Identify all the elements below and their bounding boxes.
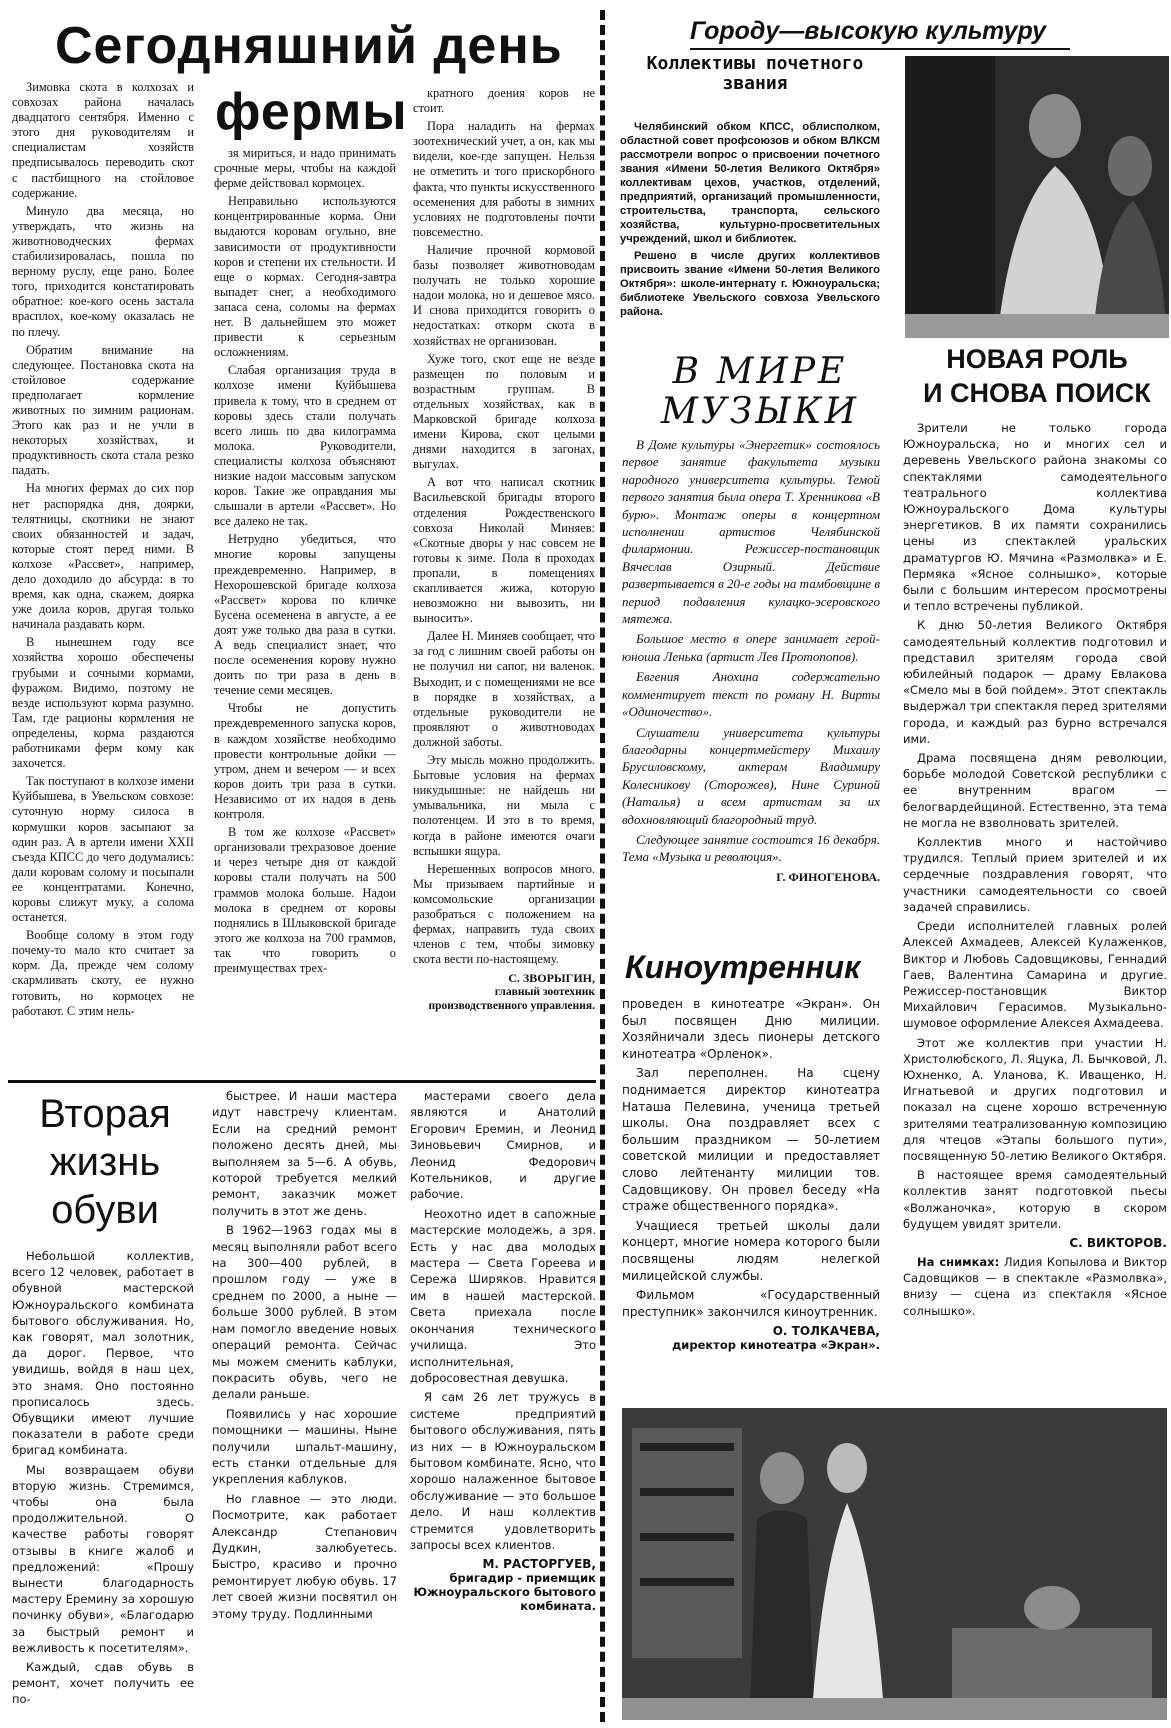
signature: Г. ФИНОГЕНОВА.	[776, 869, 880, 884]
caption-label: На снимках:	[917, 1254, 1000, 1269]
signature-role: бригадир - приемщик Южноуральского бытового комбината.	[413, 1571, 596, 1614]
paragraph: Зал переполнен. На сцену поднимается директор кинотеатра Наташа Пелевина, ученица третьей школы. Она поздравляет всех с большим праздником — 50-летием советской милиции и предоставляет слово лейтенанту милиции тов. Садовщикову. Он провел беседу «На страже общественного порядка».	[622, 1066, 880, 1214]
column-divider	[600, 10, 605, 1722]
paragraph: Я сам 26 лет тружусь в системе предприятий бытового обслуживания, пять из них — в Южноуральском бытовом комбинате. Ясно, что хорошо налаженное бытовое обслуживание — это большое дело. И наш коллектив стремится удовлетворить запросы всех клиентов.	[410, 1390, 596, 1552]
paragraph: Появились у нас хорошие помощники — машины. Ныне получили шпальт-машину, есть станки отдельные для укрепления каблуков.	[212, 1406, 397, 1487]
paragraph: Зимовка скота в колхозах и совхозах района началась двадцатого сентября. Именно с этого дня руководителям и специалистам хозяйств предписывалось переводить скот с пастбищного на стойловое содержание.	[12, 80, 194, 200]
caption-text: Лидия Копылова и Виктор Садовщиков — в спектакле «Размолвка», внизу — сцена из спектакля «Ясное солнышко».	[903, 1254, 1167, 1318]
title-line: И СНОВА ПОИСК	[923, 378, 1151, 408]
paragraph: кратного доения коров не стоит.	[413, 86, 595, 116]
signature	[622, 1324, 880, 1352]
paragraph: Мы возвращаем обуви вторую жизнь. Стремимся, чтобы она была продолжительной. О качестве работы говорят отзывы в книге жалоб и предложений: «Прошу вынести благодарность мастеру Еремину за хорошую починку обуви», «Благодарю за быстрый ремонт и вежливость к посетителям».	[12, 1462, 194, 1655]
section-divider	[8, 1080, 596, 1083]
photo-spectacle-yasnoe-solnyshko	[622, 1408, 1167, 1720]
photo-spectacle-razmolvka	[905, 56, 1169, 338]
paragraph: Коллектив много и настойчиво трудился. Теплый прием зрителей и их сердечные поздравления говорят, что участники самодеятельности со своей задачей справились.	[903, 835, 1167, 914]
title-line: В МИРЕ	[672, 352, 848, 392]
section-kicker: Городу—высокую культуру	[690, 14, 1070, 50]
article-column-3	[410, 1088, 596, 1722]
title-line: МУЗЫКИ	[661, 391, 859, 432]
article-column-1	[12, 1248, 194, 1722]
signature-name: С. ЗВОРЫГИН,	[508, 971, 595, 986]
paragraph: Фильмом «Государственный преступник» закончился киноутренник.	[622, 1288, 880, 1319]
paragraph: Среди исполнителей главных ролей Алексей Ахмадеев, Алексей Кулаженков, Виктор и Любовь Садовщиковы, Геннадий Гаев, Валентина Самарина и другие. Режиссер-постановщик Виктор Михайлович Герасимов. Музыкально-шумовое оформление Алексея Ахмадеева.	[903, 919, 1167, 1031]
paragraph: В настоящее время самодеятельный коллектив занят подготовкой пьесы «Волжаночка», которую в скором будущем увидят зрители.	[903, 1168, 1167, 1231]
paragraph: Драма посвящена дням революции, борьбе молодой Советской республики с ее внутренним врагом — белогвардейщиной. Естественно, эта тема не могла не взволновать зрителей.	[903, 751, 1167, 830]
signature-name: М. РАСТОРГУЕВ,	[482, 1557, 596, 1572]
paragraph: Хуже того, скот еще не везде размещен по половым и возрастным группам. В отдельных хозяйствах, как в Марковской бригаде колхоза имени Кирова, скот целыми днями находится в загонах, выгулах.	[413, 351, 595, 472]
paragraph: Нерешенных вопросов много. Мы призываем партийные и комсомольские организации разобраться с положением на фермах, направить туда своих членов с тем, чтобы зимовку скота вести по-настоящему.	[413, 861, 595, 967]
article-title-line2: фермы	[215, 83, 408, 141]
article-title	[20, 1090, 190, 1240]
article-title	[650, 352, 870, 436]
photo-caption	[903, 1254, 1167, 1319]
paragraph: Эту мысль можно продолжить. Бытовые условия на фермах никудышные: не найдешь ни умывальника, ни мыла с полотенцем. И это в то время, когда в районе имеются очаги вспышки ящура.	[413, 753, 595, 858]
paragraph: В том же колхозе «Рассвет» организовали трехразовое доение и через четыре дня от каждой коровы стали получать на 500 граммов молока больше. Надои молока в среднем от коровы поднялись в Шлыковской бригаде этого же колхоза на 700 граммов, так что говорить о преимуществах трех-	[214, 825, 396, 975]
article-column-1	[12, 80, 194, 1075]
signature	[410, 1557, 596, 1613]
paragraph: Наличие прочной кормовой базы позволяет животноводам получать не только хорошие надои молока, но и дешевое мясо. И снова приходится говорить о недостатках: откорм скота в хозяйствах не организован.	[413, 242, 595, 348]
paragraph: зя мириться, и надо принимать срочные меры, чтобы на каждой ферме действовал кормоцех.	[214, 146, 396, 191]
photo-image	[905, 56, 1169, 338]
paragraph: Так поступают в колхозе имени Куйбышева, в Увельском совхозе: суточную норму силоса в кормушки коров засыпают за один раз. А в артели имени XXII съезда КПСС до чего додумались: дали коровам солому и посыпали ее концентратами. Конечно, коровы слижут муку, а солома останется.	[12, 774, 194, 925]
paragraph: Этот же коллектив при участии Н. Христолюбского, Л. Яцука, Л. Бычковой, Л. Юхненко, А. Уланова, К. Иващенко, Н. Игнатьевой и других подготовил и показал на сцене хорошо встреченную зрителями театрализованную композицию для чтецов «Этапы большого пути», посвященную 50-летию Великого Октября.	[903, 1035, 1167, 1163]
signature	[413, 971, 595, 1013]
paragraph: Но главное — это люди. Посмотрите, как работает Александр Степанович Дудкин, залюбуетесь. Быстро, красиво и прочно ремонтирует любую обувь. 17 лет своей жизни посвятил он этому труду. Подлинными	[212, 1491, 397, 1621]
paragraph: А вот что написал скотник Васильевской бригады второго отделения Рождественского совхоза Николай Миняев: «Скотные дворы у нас совсем не готовы к зиме. Пола в проходах пропали, в помещениях скапливается жижа, которую невозможно ни вывозить, ни выносить».	[413, 475, 595, 626]
article-body	[622, 996, 880, 1382]
paragraph: Следующее занятие состоится 16 декабря. Тема «Музыка и революция».	[622, 831, 880, 865]
article-title	[905, 342, 1169, 414]
signature-role: директор кинотеатра «Экран».	[672, 1338, 880, 1353]
paragraph: Зрители не только города Южноуральска, но и многих сел и деревень Увельского района знакомы со спектаклями самодеятельного театрального коллектива Южноуральского Дома культуры энергетиков. В их памяти сохранились цены из спектаклей уральских драматургов Ю. Мячина «Размолвка» и Е. Пермяка «Ясное солнышко», которые были с большим интересом просмотрены и тепло встречены публикой.	[903, 421, 1167, 614]
paragraph: На многих фермах до сих пор нет распорядка дня, доярки, телятницы, скотники не знают своих обязанностей и задач, которые стоят перед ними. В колхозе «Рассвет», например, дело доходило до абсурда: в то время, как одна, скажем, доярка уже доила коров, другая только начинала раздавать корм.	[12, 481, 194, 632]
paragraph: В 1962—1963 годах мы в месяц выполняли работ всего на 300—400 рублей, в прошлом году — уже в среднем по 2000, а ныне — больше 3000 рублей. В этом нам помогло введение новых операций ремонта. Сейчас мы можем сменить каблуки, покрасить обувь, чего не делали раньше.	[212, 1223, 397, 1402]
paragraph: быстрее. И наши мастера идут навстречу клиентам. Если на средний ремонт положено десять дней, мы выполняем за 5—6. А обувь, которой требуется мелкий ремонт, заказчик может получить в этот же день.	[212, 1089, 397, 1218]
title-line: жизнь	[49, 1140, 161, 1184]
paragraph: Решено в числе других коллективов присвоить звание «Имени 50-летия Великого Октября»: школе-интернату г. Южноуральска; библиотеке Увельского совхоза Увельского района.	[620, 250, 880, 318]
paragraph: Вообще солому в этом году почему-то мало кто считает за корм. Да, прежде чем солому скармливать скоту, ее нужно готовить, но кормоцех не работают. С этим нель-	[12, 928, 194, 1018]
paragraph: Небольшой коллектив, всего 12 человек, работает в обувной мастерской Южноуральского комбината бытового обслуживания. Но, как говорят, мал золотник, да дорог. Первое, что увидишь, войдя в наш цех, это знамя. Оно постоянно прописалось здесь. Обувщики имеют лучшие показатели в работе среди бригад комбината.	[12, 1249, 194, 1458]
paragraph: Пора наладить на фермах зоотехнический учет, а он, как мы видели, кое-где запущен. Нельзя не отметить и того прискорбного факта, что пункты искусственного осеменения для работы в зимних условиях не подготовлены почти повсеместно.	[413, 119, 595, 239]
signature-role: главный зоотехник производственного управления.	[428, 986, 595, 1013]
paragraph: проведен в кинотеатре «Экран». Он был посвящен Дню милиции. Хозяйничали здесь пионеры детского кинотеатра «Орленок».	[622, 997, 880, 1061]
article-body	[622, 436, 880, 906]
paragraph: В Доме культуры «Энергетик» состоялось первое занятие факультета музыки народного университета культуры. Темой первого занятия была опера Т. Хренникова «В бурю». Монтаж оперы в концертном исполнении артистов Челябинской филармонии. Режиссер-постановщик Вячеслав Озирный. Действие развертывается в 20-е годы на тамбовщине в период подавления кулацко-эсеровского мятежа.	[622, 437, 880, 627]
paragraph: Евгения Анохина содержательно комментирует текст по роману Н. Вирты «Одиночество».	[622, 669, 880, 720]
paragraph: Нетрудно убедиться, что многие коровы запущены преждевременно. Например, в Нехорошевской бригаде колхоза «Рассвет» корова по кличке Бусена осеменена в августе, а ее доят уже только два раза в сутки. А ведь специалист знает, что после осеменения корову нужно доить по три раза в день в течение семи месяцев.	[214, 532, 396, 698]
title-line: Вторая	[39, 1092, 171, 1136]
signature: С. ВИКТОРОВ.	[1069, 1235, 1167, 1250]
paragraph: В нынешнем году все хозяйства хорошо обеспечены грубыми и сочными кормами, фуражом. Видимо, поэтому не везде используют корма разумно. Там, где рационы кормления не определены, корма раздаются работниками ферм кому как захочется.	[12, 635, 194, 771]
title-line: обуви	[51, 1188, 159, 1232]
paragraph: Большое место в опере занимает герой-юноша Ленька (артист Лев Протопопов).	[622, 631, 880, 664]
paragraph: Неправильно используются концентрированные корма. Они выдаются коровам огульно, вне зависимости от продуктивности коров и степени их стельности. И еще о кормах. Сегодня-завтра выпадет снег, а необходимого запаса сена, соломы на фермах нет. В дальнейшем это может привести к серьезным осложнениям.	[214, 194, 396, 360]
paragraph: Далее Н. Миняев сообщает, что за год с лишним своей работы он не получил ни сапог, ни валенок. Выходит, и с помещениями не все в порядке в хозяйствах, а отдельные руководители не проявляют о животноводах должной заботы.	[413, 629, 595, 749]
article-title: Коллективы почетного звания	[646, 54, 864, 94]
photo-image	[622, 1408, 1167, 1720]
signature-name: О. ТОЛКАЧЕВА,	[772, 1324, 880, 1339]
paragraph: Слабая организация труда в колхозе имени Куйбышева привела к тому, что в среднем от коровы здесь стали получать всего лишь по два килограмма молока. Руководители, специалисты колхоза объясняют низкие надои массовым запуском коров. Такие же оправдания мы слышали в артели «Рассвет». Но все далеко не так.	[214, 363, 396, 529]
paragraph: Чтобы не допустить преждевременного запуска коров, в каждом хозяйстве необходимо провести контрольные дойки — утром, днем и вечером — и всех коров доить три раза в сутки. Независимо от их надоя в день контроля.	[214, 701, 396, 822]
title-line: НОВАЯ РОЛЬ	[946, 344, 1128, 374]
paragraph: мастерами своего дела являются и Анатолий Егорович Еремин, и Леонид Зиновьевич Смирнов, и Леонид Федорович Котельников, и другие рабочие.	[410, 1089, 596, 1202]
article-title: Сегодняшний день	[55, 17, 563, 75]
paragraph: Каждый, сдав обувь в ремонт, хочет получить ее по-	[12, 1660, 194, 1707]
article-title: Киноутренник	[625, 949, 861, 985]
article-column-2	[214, 146, 396, 1075]
article-body	[620, 120, 880, 352]
paragraph: Минуло два месяца, но утверждать, что жизнь на животноводческих фермах стабилизировалась, пошла по верному руслу, еще рано. Более того, приходится констатировать обратное: кое-кого осень застала врасплох, кое-кому оказалась не по плечу.	[12, 203, 194, 339]
paragraph: Учащиеся третьей школы дали концерт, многие номера которого были посвящены людям нелегкой милицейской службы.	[622, 1218, 880, 1283]
paragraph: Обратим внимание на следующее. Постановка скота на стойловое содержание предполагает кормление животных по зимним рационам. Этого как раз и не учли в некоторых хозяйствах, и продуктивность скота стала резко падать.	[12, 342, 194, 478]
paragraph: Челябинский обком КПСС, облисполком, областной совет профсоюзов и обком ВЛКСМ рассмотрели вопрос о присвоении почетного звания «Имени 50-летия Великого Октября» коллективам цехов, участков, отделений, предприятий, организаций промышленности, строительства, транспорта, сельского хозяйства, культурно-просветительных учреждений, школ и библиотек.	[620, 121, 880, 245]
paragraph: Слушатели университета культуры благодарны концертмейстеру Михаилу Брусиловскому, актерам Владимиру Колесникову (Сторожев), Нине Суриной (Наталья) и всем артистам за их вдохновляющий благородный труд.	[622, 724, 880, 827]
article-column-3	[413, 86, 595, 1076]
paragraph: К дню 50-летия Великого Октября самодеятельный коллектив подготовил и представил зрителям города свой юбилейный подарок — драму Евлакова «Смело мы в бой пойдем». Этот спектакль выдержал три спектакля перед зрителями города, и каждый раз бурно встречался ими.	[903, 618, 1167, 746]
article-body	[903, 420, 1167, 1324]
paragraph: Неохотно идет в сапожные мастерские молодежь, а зря. Есть у нас два молодых мастера — Света Гореева и Сережа Ширяков. Нравится им в нашей мастерской. Света приехала после окончания технического училища. Это исполнительная, добросовестная девушка.	[410, 1206, 596, 1385]
article-column-2	[212, 1088, 397, 1722]
